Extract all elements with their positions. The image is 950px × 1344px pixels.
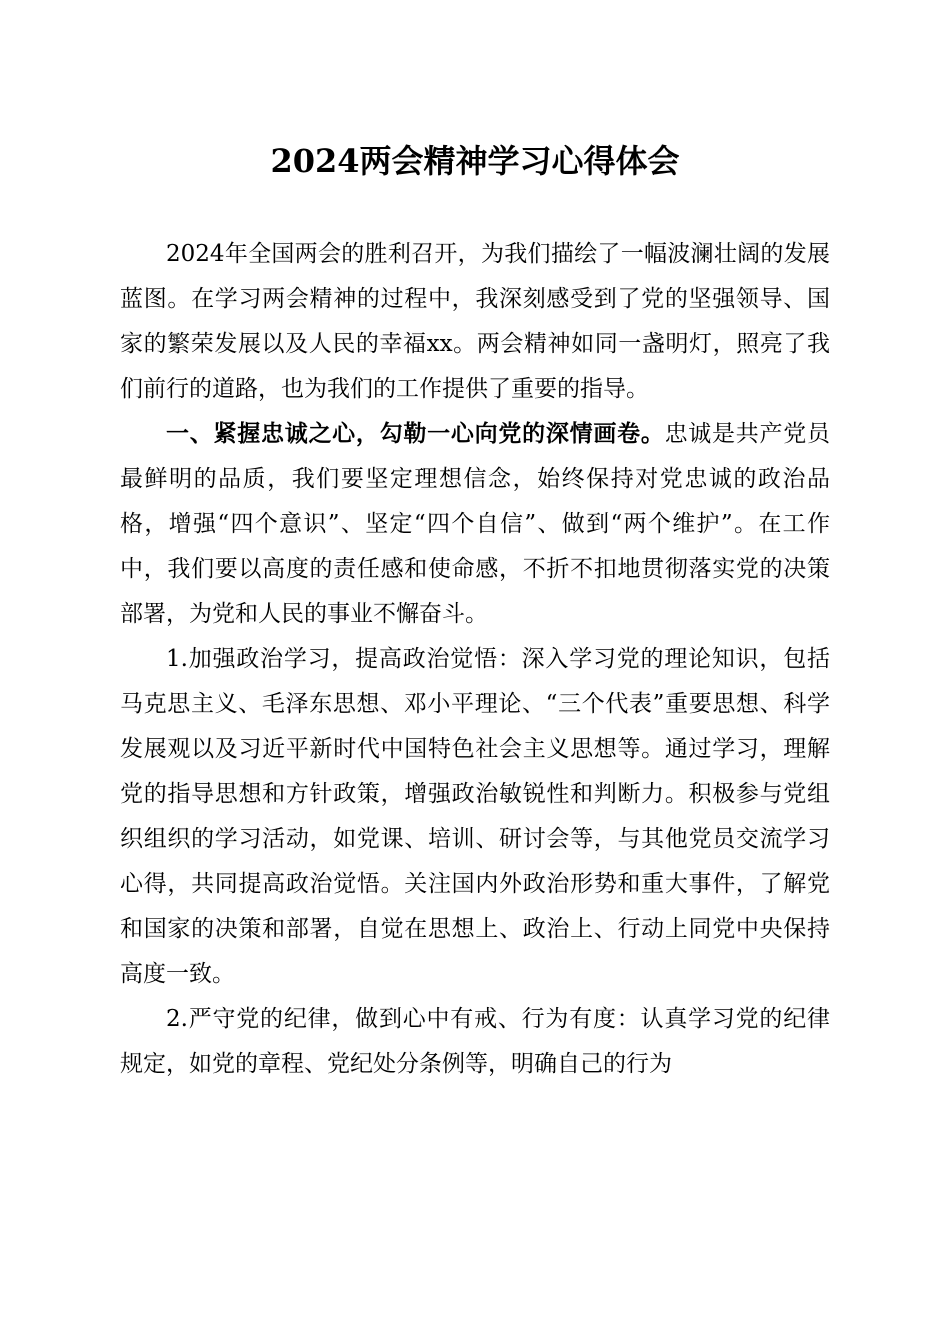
paragraph-text: 1.加强政治学习，提高政治觉悟：深入学习党的理论知识，包括马克思主义、毛泽东思想、邓小平理论、“三个代表”重要思想、科学发展观以及习近平新时代中国特色社会主义思想等。通过学习，理解党的指导思想和方针政策，增强政治敏锐性和判断力。积极参与党组织组织的学习活动，如党课、培训、研讨会等，与其他党员交流学习心得，共同提高政治觉悟。关注国内外政治形势和重大事件，了解党和国家的决策和部署，自觉在思想上、政治上、行动上同党中央保持高度一致。 xyxy=(120,646,830,987)
paragraph-text: 2024年全国两会的胜利召开，为我们描绘了一幅波澜壮阔的发展蓝图。在学习两会精神的过程中，我深刻感受到了党的坚强领导、国家的繁荣发展以及人民的幸福xx。两会精神如同一盏明灯，照亮了我们前行的道路，也为我们的工作提供了重要的指导。 xyxy=(120,241,830,402)
paragraph-text: 忠诚是共产党员最鲜明的品质，我们要坚定理想信念，始终保持对党忠诚的政治品格，增强“四个意识”、坚定“四个自信”、做到“两个维护”。在工作中，我们要以高度的责任感和使命感，不折不扣地贯彻落实党的决策部署，为党和人民的事业不懈奋斗。 xyxy=(120,421,831,627)
paragraph-intro xyxy=(120,232,830,412)
paragraph-section-one xyxy=(120,412,830,637)
document-body xyxy=(120,232,830,1087)
paragraph-item-1 xyxy=(120,637,830,997)
paragraph-text: 2.严守党的纪律，做到心中有戒、行为有度：认真学习党的纪律规定，如党的章程、党纪处分条例等，明确自己的行为 xyxy=(120,1006,830,1077)
section-heading: 一、紧握忠诚之心，勾勒一心向党的深情画卷。 xyxy=(166,421,665,447)
paragraph-item-2 xyxy=(120,997,830,1087)
document-title: 2024两会精神学习心得体会 xyxy=(270,142,680,180)
